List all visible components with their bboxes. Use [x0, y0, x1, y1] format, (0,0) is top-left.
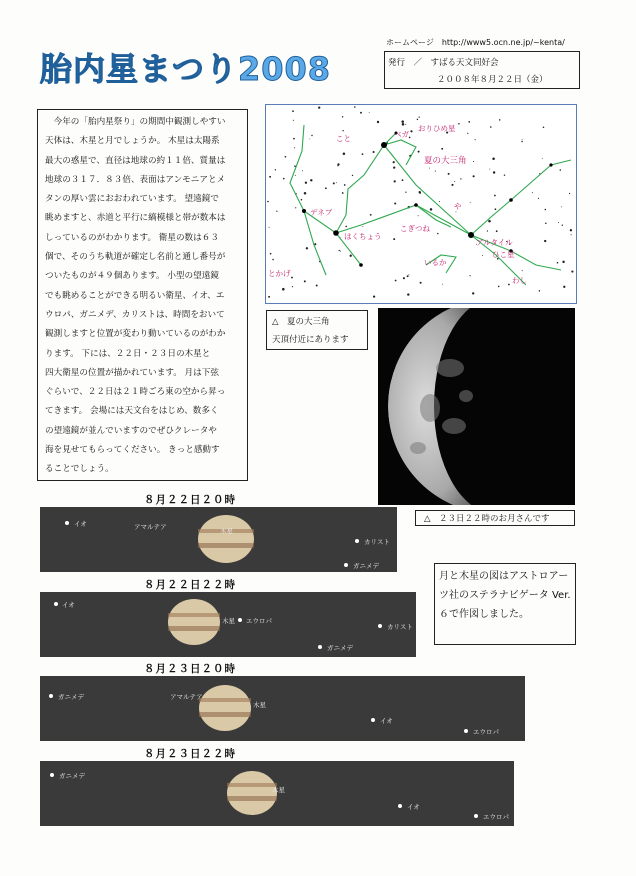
- intro-line: 天体は、木星と月でしょうか。 木星は太陽系: [45, 136, 220, 147]
- sky-labels: [268, 124, 527, 285]
- background-star: [304, 192, 307, 195]
- intro-line: ついたものが４９個あります。 小型の望遠鏡: [45, 271, 219, 282]
- background-star: [492, 157, 495, 160]
- jupiter-disk: [199, 685, 251, 731]
- background-star: [473, 175, 475, 177]
- panel-label-1: ８月２２日２０時: [144, 494, 236, 506]
- background-star: [269, 176, 271, 178]
- vega-label: ベガ: [394, 130, 409, 139]
- background-star: [402, 179, 404, 181]
- background-star: [475, 139, 476, 140]
- background-star: [267, 201, 269, 203]
- sat-label: エウロパ: [483, 813, 509, 821]
- altair-star: [468, 232, 474, 238]
- sat-label: イオ: [74, 520, 87, 528]
- background-star: [417, 119, 418, 120]
- jupiter-panel-3: [40, 676, 525, 741]
- background-star: [498, 286, 500, 288]
- background-star: [318, 106, 320, 108]
- satellite-europa: [474, 814, 478, 818]
- background-star: [563, 286, 565, 288]
- background-star: [301, 199, 303, 201]
- background-star: [325, 187, 327, 189]
- sat-label: ガニメデ: [353, 562, 379, 570]
- publisher-text: 発行 ／ すばる天文同好会: [388, 58, 499, 68]
- triangle-label: 夏の大三角: [424, 156, 467, 166]
- panel-label-3: ８月２３日２０時: [144, 663, 236, 675]
- satellite-europa: [238, 618, 242, 622]
- background-star: [352, 175, 353, 176]
- hikoboshi-label: ひこ星: [492, 250, 515, 259]
- background-star: [451, 184, 453, 186]
- background-star: [282, 288, 285, 291]
- aquila-label: わし: [512, 276, 527, 285]
- background-star: [333, 182, 335, 184]
- sat-label: イオ: [407, 803, 420, 811]
- background-star: [295, 207, 296, 208]
- satellite-ganymede: [318, 645, 322, 649]
- background-star: [342, 192, 344, 194]
- intro-text-box: [37, 109, 248, 481]
- background-star: [557, 262, 559, 264]
- background-star: [558, 222, 559, 223]
- satellite-ganymede: [50, 773, 54, 777]
- sagitta-label: や: [454, 202, 462, 211]
- background-star: [570, 229, 572, 231]
- sky-map-svg: [266, 105, 576, 303]
- background-star: [292, 286, 293, 287]
- background-star: [521, 141, 522, 142]
- sat-label: 木星: [222, 617, 235, 625]
- background-star: [470, 202, 471, 203]
- moon-caption: △ ２３日２２時のお月さんです: [415, 510, 575, 526]
- background-star: [544, 240, 546, 242]
- background-star: [418, 151, 420, 153]
- background-star: [373, 295, 375, 297]
- background-star: [458, 123, 460, 125]
- background-star: [409, 137, 411, 139]
- background-star: [402, 123, 405, 126]
- background-star: [496, 230, 498, 232]
- background-star: [504, 174, 505, 175]
- background-star: [407, 293, 409, 295]
- sky-caption-line1: △ 夏の大三角: [272, 317, 330, 327]
- background-star: [292, 110, 294, 112]
- background-star: [487, 230, 488, 231]
- background-star: [276, 210, 277, 211]
- background-star: [337, 165, 339, 167]
- background-star: [309, 139, 310, 140]
- background-star: [377, 121, 379, 123]
- moon-photo: [378, 308, 575, 505]
- background-star: [545, 209, 547, 211]
- background-star: [306, 247, 308, 249]
- satellite-callisto: [355, 539, 359, 543]
- panel-label-4: ８月２３日２２時: [144, 748, 236, 760]
- background-star: [490, 126, 492, 128]
- jupiter-disk: [168, 599, 220, 645]
- background-star: [305, 182, 307, 184]
- cygnus-label: はくちょう: [344, 232, 382, 241]
- background-star: [542, 158, 543, 159]
- background-star: [488, 220, 491, 223]
- deneb-star: [333, 230, 339, 236]
- background-star: [285, 156, 287, 158]
- background-star: [394, 202, 396, 204]
- background-star: [437, 233, 439, 235]
- issue-date: ２００８年８月２２日（金）: [437, 75, 548, 85]
- background-star: [448, 173, 450, 175]
- background-star: [467, 133, 468, 134]
- background-star: [302, 170, 303, 171]
- background-star: [420, 282, 422, 284]
- background-star: [350, 255, 352, 257]
- background-star: [405, 124, 406, 125]
- intro-line: 地球の３１７．８３倍、表面はアンモニアとメ: [45, 174, 226, 185]
- background-star: [369, 112, 370, 113]
- intro-line: 眺めますと、赤道と平行に縞模様と帯が数本は: [45, 213, 226, 224]
- satellite-io: [371, 718, 375, 722]
- background-star: [419, 116, 420, 117]
- background-star: [569, 193, 570, 194]
- intro-line: しっているのがわかります。 衛星の数は６３: [45, 232, 219, 243]
- background-star: [410, 130, 412, 132]
- intro-line: の望遠鏡が並んでいますのでぜひクレータや: [45, 425, 217, 436]
- background-star: [454, 181, 455, 182]
- sat-label: アマルテア: [134, 523, 167, 531]
- background-star: [442, 284, 443, 285]
- lyra-label: おりひめ星: [418, 124, 456, 133]
- background-star: [494, 195, 496, 197]
- sat-label: 木星: [253, 701, 266, 709]
- jupiter-panel-1-svg: [40, 507, 397, 572]
- background-star: [362, 226, 363, 227]
- sat-label: カリスト: [364, 538, 390, 546]
- background-star: [340, 251, 341, 252]
- background-star: [362, 153, 364, 155]
- background-star: [482, 255, 483, 256]
- sat-label: イオ: [380, 717, 393, 725]
- intro-line: 最大の惑星で、直径は地球の約１１倍、質量は: [45, 155, 226, 166]
- sat-label: カリスト: [387, 623, 413, 631]
- satellite-europa: [464, 729, 468, 733]
- background-star: [489, 169, 490, 170]
- intro-line: ることでしょう。: [45, 464, 114, 475]
- jupiter-panel-3-svg: [40, 676, 525, 741]
- background-star: [539, 290, 540, 291]
- background-star: [393, 238, 395, 240]
- intro-line: タンの厚い雲におおわれています。 望遠鏡で: [45, 194, 219, 205]
- background-star: [293, 120, 294, 121]
- background-star: [295, 175, 296, 176]
- background-star: [354, 106, 356, 108]
- intro-line: でも眺めることができる明るい衛星、イオ、エ: [45, 290, 225, 301]
- intro-line: てきます。 会場には天文台をはじめ、数多く: [45, 406, 219, 417]
- satellite-callisto: [378, 624, 382, 628]
- background-star: [314, 243, 316, 245]
- background-star: [395, 280, 397, 282]
- background-star: [571, 271, 573, 273]
- background-star: [560, 169, 562, 171]
- background-star: [441, 148, 443, 150]
- intro-line: 個で、そのうち軌道が確定し名前と通し番号が: [45, 252, 226, 263]
- satellite-io: [54, 602, 58, 606]
- background-star: [439, 201, 440, 202]
- background-star: [345, 226, 347, 228]
- background-star: [294, 147, 295, 148]
- background-star: [571, 234, 572, 235]
- jupiter-panel-4: [40, 761, 514, 826]
- deneb-label: デネブ: [310, 208, 333, 217]
- software-note: 月と木星の図はアストロアーツ社のステラナビゲータ Ver.６で作図しました。: [434, 563, 576, 645]
- background-star: [370, 214, 372, 216]
- background-star: [562, 225, 563, 226]
- background-star: [408, 274, 409, 275]
- background-star: [562, 261, 564, 263]
- background-star: [435, 171, 436, 172]
- background-star: [472, 292, 474, 294]
- background-star: [342, 116, 343, 117]
- background-star: [270, 253, 272, 255]
- background-star: [403, 277, 405, 279]
- jupiter-panel-2: [40, 592, 416, 657]
- background-star: [456, 211, 457, 212]
- satellite-ganymede: [49, 694, 53, 698]
- jupiter-panel-1: [40, 507, 397, 572]
- delphinus-label: いるか: [424, 258, 447, 267]
- intro-line: ぐらいで、２２日は２１時ごろ東の空から昇っ: [45, 387, 226, 398]
- background-star: [543, 127, 545, 129]
- jupiter-disk: [198, 515, 254, 563]
- background-star: [429, 168, 430, 169]
- background-star: [401, 120, 404, 123]
- sky-caption-box: [266, 310, 368, 350]
- background-star: [430, 208, 433, 211]
- moon-svg: [378, 308, 575, 505]
- background-stars: [267, 106, 573, 298]
- panel-label-2: ８月２２日２２時: [144, 579, 236, 591]
- background-star: [522, 139, 523, 140]
- summer-triangle-map: [265, 104, 577, 304]
- homepage-url: ホームページ http://www5.ocn.ne.jp/~kenta/: [386, 38, 565, 47]
- background-star: [405, 192, 406, 193]
- background-star: [495, 208, 497, 210]
- background-star: [499, 119, 501, 121]
- altair-label: アルタイル: [476, 238, 513, 247]
- satellite-ganymede: [344, 563, 348, 567]
- jupiter-panel-4-svg: [40, 761, 514, 826]
- sat-label: ガニメデ: [59, 772, 85, 780]
- intro-line: 海を見せてもらってください。 きっと感動す: [45, 445, 220, 456]
- lizard-label: とかげ: [268, 269, 291, 278]
- background-star: [561, 206, 562, 207]
- background-star: [538, 198, 539, 199]
- background-star: [272, 259, 274, 261]
- vulpecula-label: こぎつね: [400, 224, 430, 233]
- sky-caption-line2: 天頂付近にあります: [272, 335, 349, 345]
- jupiter-panel-2-svg: [40, 592, 416, 657]
- background-star: [339, 250, 340, 251]
- vega-star: [381, 142, 387, 148]
- sat-label: エウロパ: [246, 617, 272, 625]
- background-star: [393, 161, 395, 163]
- background-star: [460, 178, 461, 179]
- background-star: [373, 151, 375, 153]
- background-star: [469, 275, 470, 276]
- background-star: [532, 192, 533, 193]
- background-star: [291, 277, 293, 279]
- background-star: [268, 296, 270, 298]
- sat-label: ガニメデ: [58, 693, 84, 701]
- sat-label: イオ: [62, 601, 75, 609]
- background-star: [407, 275, 409, 277]
- intro-line: ウロパ、ガニメデ、カリストは、時間をおいて: [45, 309, 225, 320]
- background-star: [508, 284, 510, 286]
- background-star: [293, 138, 295, 140]
- background-star: [342, 130, 343, 131]
- sat-label: アマルテア: [170, 693, 203, 701]
- intro-line: ります。 下には、２２日・２３日の木星と: [45, 348, 211, 359]
- background-star: [473, 161, 474, 162]
- background-star: [343, 152, 346, 155]
- background-star: [393, 166, 395, 168]
- sat-label: ガニメデ: [327, 644, 353, 652]
- bright-stars: [302, 132, 553, 267]
- jupiter-disk: [227, 771, 277, 815]
- intro-line: 今年の「胎内星祭り」の期間中観測しやすい: [45, 117, 226, 127]
- background-star: [419, 192, 421, 194]
- background-star: [394, 180, 396, 182]
- background-star: [311, 135, 312, 136]
- satellite-io: [398, 804, 402, 808]
- lyr-label: こと: [336, 134, 351, 143]
- background-star: [275, 169, 276, 170]
- satellite-io: [65, 521, 69, 525]
- page-title: 胎内星まつり2008: [40, 50, 332, 88]
- background-star: [493, 171, 495, 173]
- intro-line: 四大衛星の位置が描かれています。 月は下弦: [45, 367, 219, 378]
- intro-line: 観測しますと位置が変わり動いているのがわか: [45, 329, 226, 340]
- background-star: [336, 182, 337, 183]
- background-star: [418, 215, 419, 216]
- background-star: [468, 121, 470, 123]
- background-star: [545, 222, 547, 224]
- background-star: [344, 184, 346, 186]
- publisher-box: [384, 51, 580, 89]
- sat-label: エウロパ: [473, 728, 499, 736]
- background-star: [360, 112, 362, 114]
- background-star: [269, 227, 270, 228]
- background-star: [283, 178, 285, 180]
- background-star: [304, 280, 306, 282]
- background-star: [316, 285, 318, 287]
- background-star: [310, 179, 312, 181]
- sat-label: 木星: [272, 786, 285, 794]
- sat-label: 木星: [220, 527, 233, 535]
- background-star: [522, 270, 523, 271]
